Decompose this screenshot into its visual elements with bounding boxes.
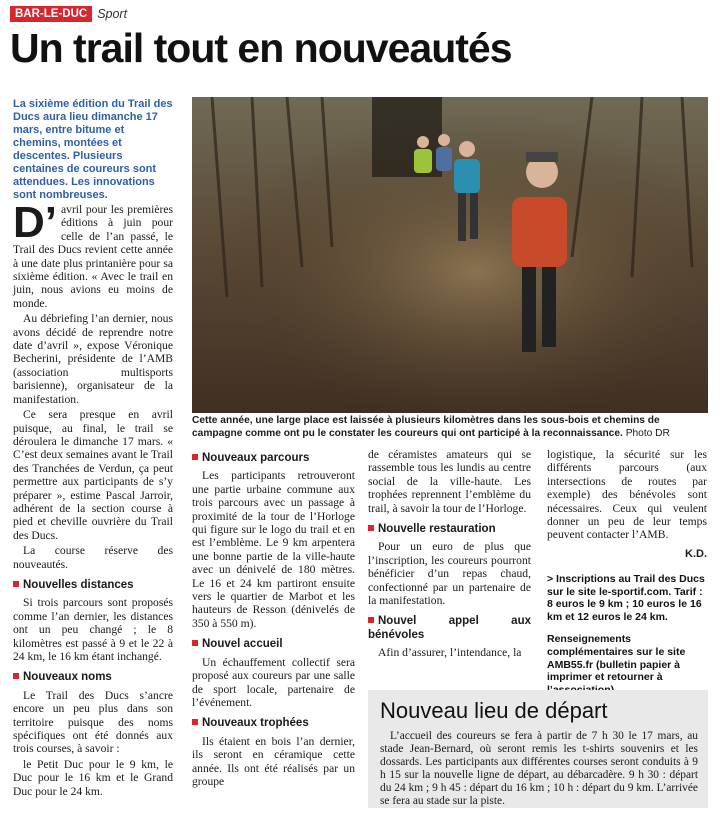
square-bullet-icon: [13, 673, 19, 679]
paragraph: La course réserve des nouveautés.: [13, 544, 173, 571]
column-3: [368, 448, 531, 662]
paragraph: Un échauffement collectif sera proposé aux coureurs par une salle de sport locale, partenaire de l’événement.: [192, 655, 355, 709]
rubric: Sport: [97, 7, 128, 21]
paragraph: Si trois parcours sont proposés comme l’an dernier, les distances ont un peu changé ; le 8 kilomètres est passé à 9 et le 22 à 24 km, le 16 km étant inchangé.: [13, 596, 173, 663]
subheading: Nouveaux trophées: [192, 717, 355, 730]
square-bullet-icon: [192, 454, 198, 460]
paragraph: le Petit Duc pour le 9 km, le Duc pour le 16 km et le Grand Duc pour le 24 km.: [13, 757, 173, 798]
section-tag: BAR-LE-DUC: [10, 6, 92, 22]
subheading: Nouvel accueil: [192, 638, 355, 651]
paragraph: logistique, la sécurité sur les différents parcours (aux intersections de routes par exemple) des bénévoles sont nécessaires. Ceux qui veulent donner un peu de leur temps peuvent contacter l’AMB.: [547, 448, 707, 542]
box-title: Nouveau lieu de départ: [380, 698, 608, 723]
inscriptions-info: > Inscriptions au Trail des Ducs sur le site le-sportif.com. Tarif : 8 euros le 9 km ; 10 euros le 16 km et 12 euros le 24 km.: [547, 573, 705, 623]
subheading: Nouvelles distances: [13, 579, 173, 592]
column-2: [192, 448, 355, 790]
trail-photo: [192, 97, 708, 413]
paragraph: Pour un euro de plus que l’inscription, les coureurs pourront bénéficier d’un repas chaud, confectionné par un partenaire de la manifestation.: [368, 540, 531, 608]
paragraph: de céramistes amateurs qui se rassemble tous les lundis au centre social de la ville-haute. Les trophées reprennent l’emblème du trail, à savoir la tour de l’Horloge.: [368, 448, 531, 515]
paragraph: Afin d’assurer, l’intendance, la: [378, 646, 522, 660]
subheading: Nouvelle restauration: [368, 523, 531, 536]
subheading: Nouveaux noms: [13, 671, 173, 684]
square-bullet-icon: [13, 581, 19, 587]
info-aside: [547, 573, 707, 706]
photo-caption: Cette année, une large place est laissée à plusieurs kilomètres dans les sous-bois et chemins de campagne comme ont pu le constater les coureurs qui ont participé à la reconnaissance. Photo DR: [192, 415, 670, 439]
paragraph: Ils étaient en bois l’an dernier, ils seront en céramique cette année. Ils ont été réalisés par un groupe: [192, 734, 355, 788]
article-title: Un trail tout en nouveautés: [10, 25, 512, 71]
departure-box: [368, 690, 708, 808]
column-1: [13, 198, 173, 800]
paragraph: Les participants retrouveront une partie urbaine commune aux trois parcours avec un passage à proximité de la tour de l’Horloge qui figure sur le logo du trail et en est l’emblème. Le 9 km arpentera une bonne partie de la ville-haute avec un dénivelé de 180 mètres. Le 16 et 24 km partiront ensuite vers le quartier de Marbot et les hauteurs de Resson (dénivelés de 350 à 550 m).: [192, 469, 355, 630]
box-text: L’accueil des coureurs se fera à partir de 7 h 30 le 17 mars, au stade Jean-Bernard, où seront remis les t-shirts souvenirs et les dossards. Les participants aux différentes courses seront conduits à 9 h 15 sur la nouvelle ligne de départ, au débarcadère. 9 h 30 : départ du 24 km ; 9 h 45 : départ du 16 km ; 10 h : départ du 9 km. L’arrivée se fera au stade sur la piste.: [380, 730, 698, 807]
page-header: [10, 6, 127, 22]
author-signature: K.D.: [685, 547, 707, 560]
article-lead: La sixième édition du Trail des Ducs aura lieu dimanche 17 mars, entre bitume et chemins, montées et descentes. Plusieurs centaines de coureurs sont attendues. Les innovations sont nombreuses.: [13, 98, 173, 201]
paragraph: avril pour les premières éditions à juin pour celle de l’an passé, le Trail des Ducs revient cette année à une date plus printanière pour sa sixième édition. « Avec le trail en juin, nous avions eu moins de monde.: [13, 203, 173, 310]
subheading: Nouveaux parcours: [192, 452, 355, 465]
column-4: [547, 448, 707, 561]
square-bullet-icon: [192, 640, 198, 646]
square-bullet-icon: [368, 525, 374, 531]
paragraph: Ce sera presque en avril puisque, au final, le trail se déroulera le dimanche 17 mars. « C’est deux semaines avant le Trail des Tranchées de Verdun, ça peut permettre aux participants de s’y préparer », estime Pascal Jarroir, adhérent de la section course à pied et cheville ouvrière du Trail des Ducs.: [13, 408, 173, 542]
photo-credit: Photo DR: [625, 427, 670, 439]
paragraph: Au débriefing l’an dernier, nous avons décidé de reprendre notre date d’avril », expose Véronique Becherini, présidente de l’AMB (association multisports barisienne), organisateur de la manifestation.: [13, 312, 173, 406]
dropcap: D’: [13, 198, 57, 247]
paragraph: Le Trail des Ducs s’ancre encore un peu plus dans son territoire puisque des noms spécifiques ont été donnés aux trois courses, à savoir :: [13, 688, 173, 756]
square-bullet-icon: [368, 617, 374, 623]
renseignements-info: Renseignements complémentaires sur le site AMB55.fr (bulletin papier à imprimer et retourner à: [547, 633, 686, 684]
square-bullet-icon: [192, 719, 198, 725]
subheading: Nouvel appel aux bénévoles: [368, 615, 531, 641]
